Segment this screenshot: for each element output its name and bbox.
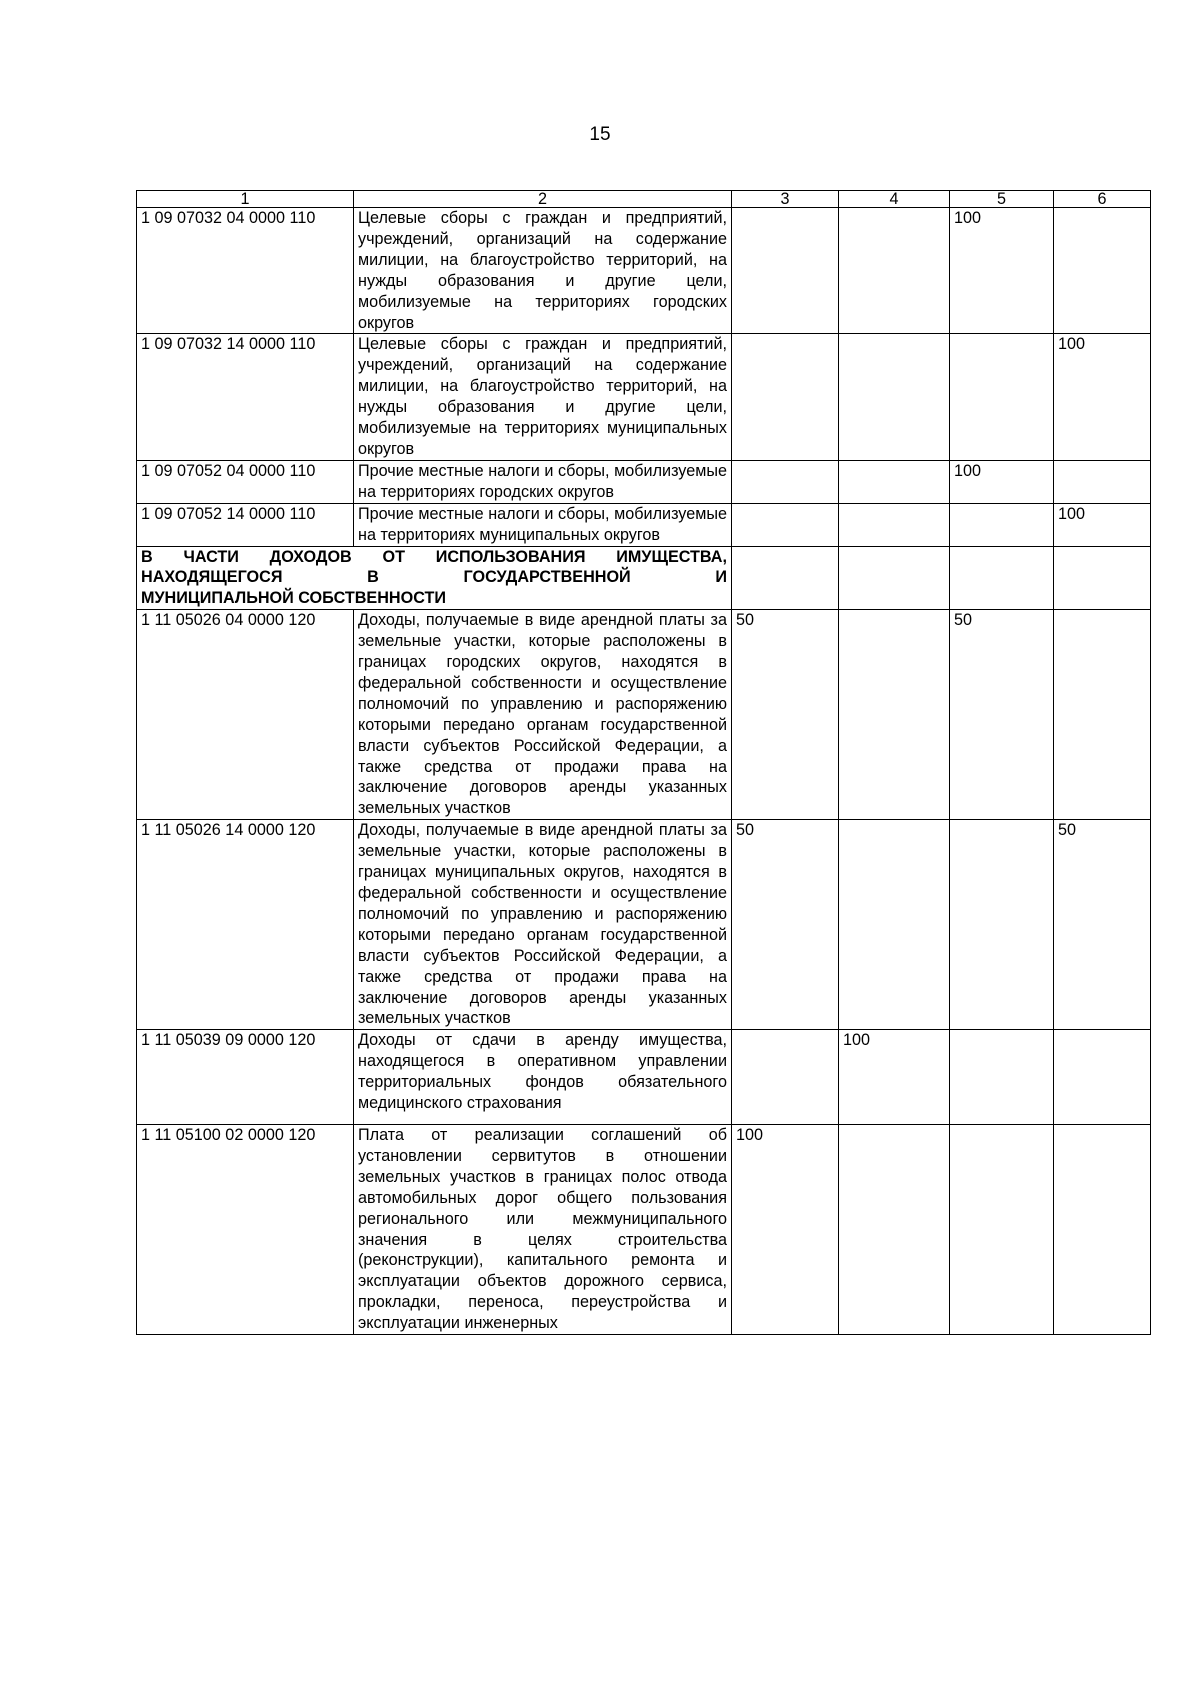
value-cell <box>839 208 950 334</box>
section-heading-line: НАХОДЯЩЕГОСЯ В ГОСУДАРСТВЕННОЙ И <box>141 568 727 587</box>
table-row <box>137 820 1151 1030</box>
code-cell: 1 09 07052 14 0000 110 <box>137 503 354 546</box>
value-cell: 50 <box>950 610 1054 820</box>
value-cell <box>950 546 1054 610</box>
value-cell: 100 <box>950 208 1054 334</box>
value-cell: 100 <box>732 1124 839 1334</box>
header-cell: 4 <box>839 191 950 208</box>
value-cell <box>1054 1030 1151 1125</box>
value-cell: 50 <box>732 820 839 1030</box>
description-cell: Доходы от сдачи в аренду имущества, находящегося в оперативном управлении территориальных фондов обязательного медицинского страхования <box>354 1030 732 1125</box>
header-cell: 3 <box>732 191 839 208</box>
value-cell <box>732 334 839 460</box>
table-row <box>137 1124 1151 1334</box>
value-cell <box>732 460 839 503</box>
code-cell: 1 09 07032 04 0000 110 <box>137 208 354 334</box>
table-header-row <box>137 191 1151 208</box>
value-cell <box>732 503 839 546</box>
code-cell: 1 09 07052 04 0000 110 <box>137 460 354 503</box>
code-cell: 1 11 05039 09 0000 120 <box>137 1030 354 1125</box>
value-cell <box>839 460 950 503</box>
section-heading-line: МУНИЦИПАЛЬНОЙ СОБСТВЕННОСТИ <box>141 589 447 608</box>
header-cell: 5 <box>950 191 1054 208</box>
value-cell <box>1054 460 1151 503</box>
header-cell: 6 <box>1054 191 1151 208</box>
revenue-distribution-table <box>136 190 1151 1335</box>
description-cell: Целевые сборы с граждан и предприятий, учреждений, организаций на содержание милиции, на благоустройство территорий, на нужды образования и другие цели, мобилизуемые на территориях муниципальных округов <box>354 334 732 460</box>
value-cell: 50 <box>732 610 839 820</box>
value-cell: 50 <box>1054 820 1151 1030</box>
table-row <box>137 334 1151 460</box>
code-cell: 1 11 05100 02 0000 120 <box>137 1124 354 1334</box>
table-row <box>137 208 1151 334</box>
description-cell: Прочие местные налоги и сборы, мобилизуемые на территориях городских округов <box>354 460 732 503</box>
value-cell <box>839 1124 950 1334</box>
table-row <box>137 1030 1151 1125</box>
code-cell: 1 11 05026 14 0000 120 <box>137 820 354 1030</box>
description-cell: Целевые сборы с граждан и предприятий, учреждений, организаций на содержание милиции, на благоустройство территорий, на нужды образования и другие цели, мобилизуемые на территориях городских округов <box>354 208 732 334</box>
value-cell <box>839 503 950 546</box>
value-cell <box>1054 208 1151 334</box>
value-cell <box>950 1030 1054 1125</box>
value-cell <box>732 208 839 334</box>
section-heading-line: В ЧАСТИ ДОХОДОВ ОТ ИСПОЛЬЗОВАНИЯ ИМУЩЕСТВА, <box>141 547 727 566</box>
header-cell: 1 <box>137 191 354 208</box>
code-cell: 1 11 05026 04 0000 120 <box>137 610 354 820</box>
value-cell <box>839 546 950 610</box>
page-number: 15 <box>589 124 611 145</box>
description-cell: Плата от реализации соглашений об установлении сервитутов в отношении земельных участков в границах полос отвода автомобильных дорог общего пользования регионального или межмуниципального значения в целях строительства (реконструкции), капитального ремонта и эксплуатации объектов дорожного сервиса, прокладки, переноса, переустройства и эксплуатации инженерных <box>354 1124 732 1334</box>
value-cell <box>732 1030 839 1125</box>
value-cell: 100 <box>950 460 1054 503</box>
value-cell <box>732 546 839 610</box>
description-cell: Прочие местные налоги и сборы, мобилизуемые на территориях муниципальных округов <box>354 503 732 546</box>
section-heading-row <box>137 546 1151 610</box>
description-cell: Доходы, получаемые в виде арендной платы за земельные участки, которые расположены в границах городских округов, находятся в федеральной собственности и осуществление полномочий по управлению и распоряжению которыми передано органам государственной власти субъектов Российской Федерации, а также средства от продажи права на заключение договоров аренды указанных земельных участков <box>354 610 732 820</box>
table-row <box>137 503 1151 546</box>
value-cell <box>839 820 950 1030</box>
value-cell <box>950 334 1054 460</box>
value-cell <box>839 610 950 820</box>
value-cell <box>950 1124 1054 1334</box>
value-cell <box>1054 610 1151 820</box>
section-heading <box>137 546 732 610</box>
code-cell: 1 09 07032 14 0000 110 <box>137 334 354 460</box>
value-cell: 100 <box>839 1030 950 1125</box>
value-cell <box>950 820 1054 1030</box>
description-cell: Доходы, получаемые в виде арендной платы за земельные участки, которые расположены в границах муниципальных округов, находятся в федеральной собственности и осуществление полномочий по управлению и распоряжению которыми передано органам государственной власти субъектов Российской Федерации, а также средства от продажи права на заключение договоров аренды указанных земельных участков <box>354 820 732 1030</box>
value-cell: 100 <box>1054 334 1151 460</box>
value-cell <box>1054 546 1151 610</box>
header-cell: 2 <box>354 191 732 208</box>
value-cell <box>1054 1124 1151 1334</box>
value-cell <box>950 503 1054 546</box>
table-row <box>137 460 1151 503</box>
value-cell <box>839 334 950 460</box>
table-row <box>137 610 1151 820</box>
value-cell: 100 <box>1054 503 1151 546</box>
